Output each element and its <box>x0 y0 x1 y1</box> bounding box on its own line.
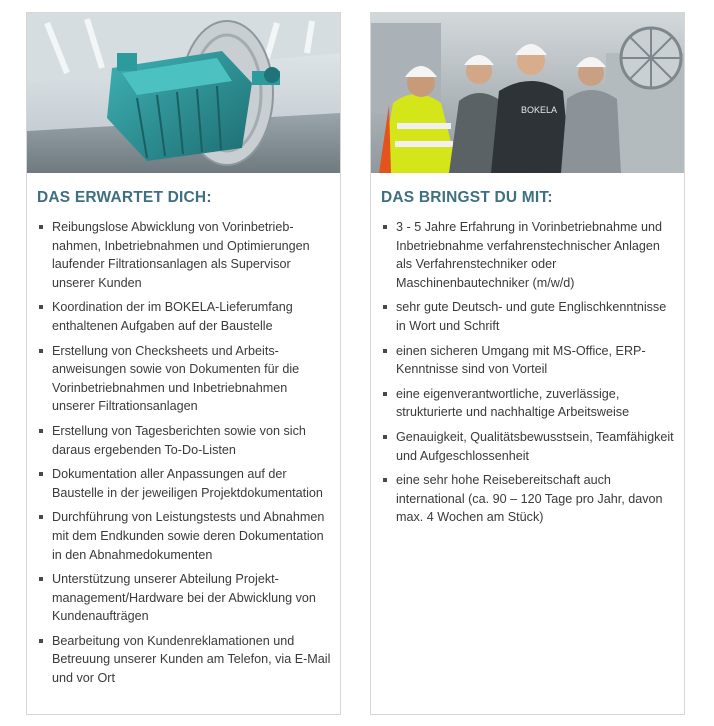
list-item: Genauigkeit, Qualitätsbewusstsein, Teamfähigkeit und Aufgeschlossenheit <box>381 428 677 465</box>
jacket-logo: BOKELA <box>521 105 558 115</box>
list-item: Bearbeitung von Kundenreklamationen und Betreuung unserer Kunden am Telefon, via E-Mail und vor Ort <box>37 632 333 688</box>
list-item: Erstellung von Tagesberichten sowie von sich daraus ergebenden To-Do-Listen <box>37 422 333 459</box>
list-item: eine sehr hohe Reisebereitschaft auch international (ca. 90 – 120 Tage pro Jahr, davon max. 4 Wochen am Stück) <box>381 471 677 527</box>
list-item: Dokumentation aller Anpassungen auf der Baustelle in der jeweiligen Projektdokumentation <box>37 465 333 502</box>
list-item: Unterstützung unserer Abteilung Projekt-management/Hardware bei der Abwicklung von Kundenaufträgen <box>37 570 333 626</box>
list-item: Erstellung von Checksheets und Arbeits-anweisungen sowie von Dokumenten für die Vorinbetriebnahmen und Inbetriebnahmen unserer Filtrationsanlagen <box>37 342 333 416</box>
list-item: einen sicheren Umgang mit MS-Office, ERP-Kenntnisse sind von Vorteil <box>381 342 677 379</box>
requirements-card <box>370 12 685 715</box>
expectations-card <box>26 12 341 715</box>
list-item: Durchführung von Leistungstests und Abnahmen mit dem Endkunden sowie deren Dokumentation in den Abnahmedokumenten <box>37 508 333 564</box>
requirements-heading: DAS BRINGST DU MIT: <box>381 189 553 206</box>
engineers-team-photo <box>371 13 684 173</box>
list-item: sehr gute Deutsch- und gute Englischkenntnisse in Wort und Schrift <box>381 298 677 335</box>
industrial-filter-machine-photo <box>27 13 340 173</box>
list-item: Reibungslose Abwicklung von Vorinbetrieb-nahmen, Inbetriebnahmen und Optimierungen laufender Filtrationsanlagen als Supervisor unserer Kunden <box>37 218 333 292</box>
requirements-list <box>381 218 677 533</box>
list-item: 3 - 5 Jahre Erfahrung in Vorinbetriebnahme und Inbetriebnahme verfahrenstechnischer Anlagen als Verfahrenstechniker oder Maschinenbautechniker (m/w/d) <box>381 218 677 292</box>
expectations-list <box>37 218 333 694</box>
expectations-heading: DAS ERWARTET DICH: <box>37 189 212 206</box>
list-item: Koordination der im BOKELA-Lieferumfang enthaltenen Aufgaben auf der Baustelle <box>37 298 333 335</box>
list-item: eine eigenverantwortliche, zuverlässige, strukturierte und nachhaltige Arbeitsweise <box>381 385 677 422</box>
